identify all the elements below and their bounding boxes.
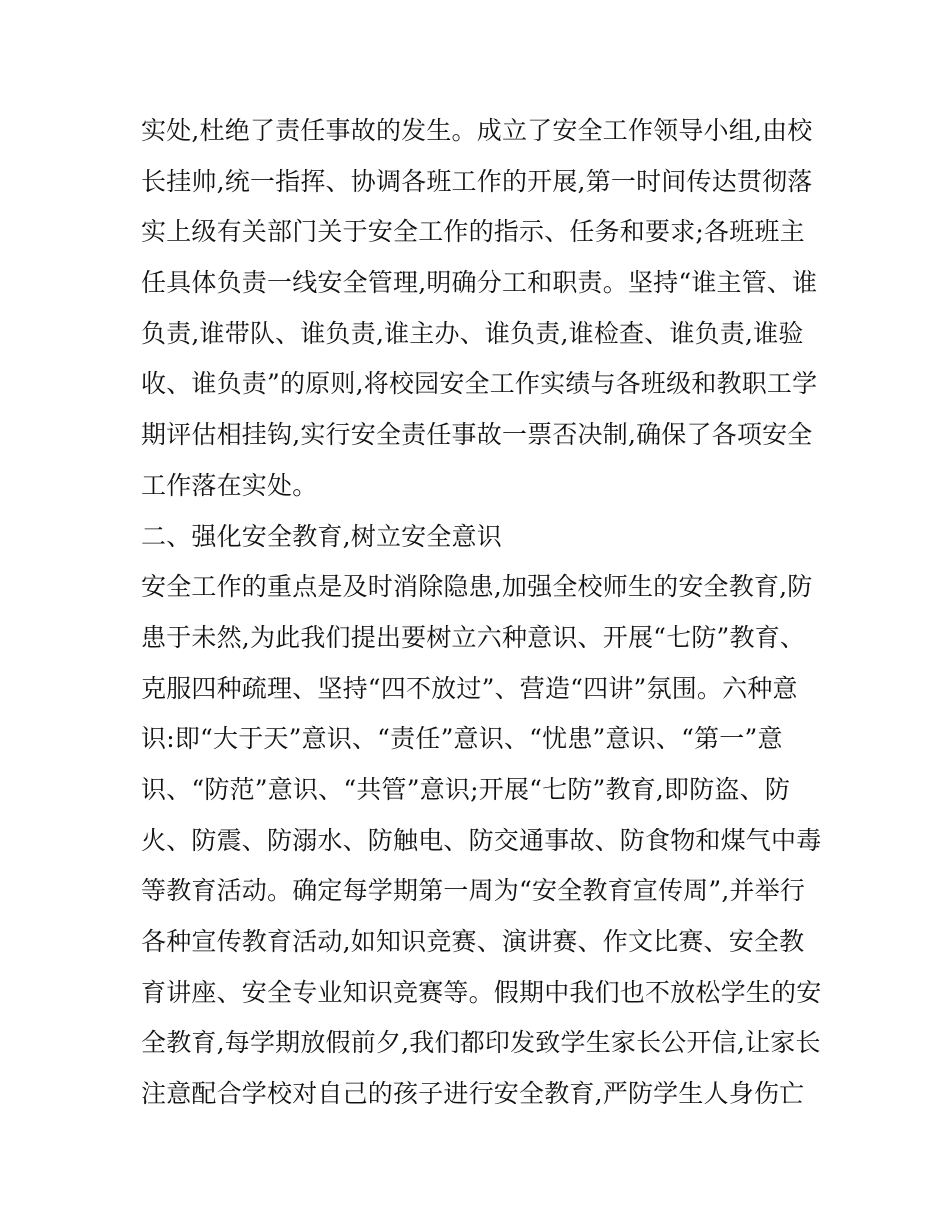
text-line-5: 负责,谁带队、谁负责,谁主办、谁负责,谁检查、谁负责,谁验 xyxy=(141,318,804,348)
text-line-20: 注意配合学校对自己的孩子进行安全教育,严防学生人身伤亡 xyxy=(141,1079,805,1109)
text-line-19: 全教育,每学期放假前夕,我们都印发致学生家长公开信,让家长 xyxy=(141,1028,821,1058)
section-heading: 二、强化安全教育,树立安全意识 xyxy=(141,521,502,551)
text-line-1: 实处,杜绝了责任事故的发生。成立了安全工作领导小组,由校 xyxy=(141,116,813,145)
text-line-17: 各种宣传教育活动,如知识竞赛、演讲赛、作文比赛、安全教 xyxy=(141,927,805,956)
text-line-11: 患于未然,为此我们提出要树立六种意识、开展“七防”教育、 xyxy=(141,622,806,652)
text-line-15: 火、防震、防溺水、防触电、防交通事故、防食物和煤气中毒 xyxy=(141,825,822,855)
text-line-6: 收、谁负责”的原则,将校园安全工作实绩与各班级和教职工学 xyxy=(141,369,818,399)
text-line-3: 实上级有关部门关于安全工作的指示、任务和要求;各班班主 xyxy=(141,217,805,247)
text-line-18: 育讲座、安全专业知识竞赛等。假期中我们也不放松学生的安 xyxy=(141,977,822,1007)
text-line-7: 期评估相挂钩,实行安全责任事故一票否决制,确保了各项安全 xyxy=(141,420,813,450)
text-line-10: 安全工作的重点是及时消除隐患,加强全校师生的安全教育,防 xyxy=(141,572,813,602)
text-line-8: 工作落在实处。 xyxy=(141,470,318,500)
text-line-14: 识、“防范”意识、“共管”意识;开展“七防”教育,即防盗、防 xyxy=(141,774,791,804)
text-line-4: 任具体负责一线安全管理,明确分工和职责。坚持“谁主管、谁 xyxy=(141,268,818,298)
body-text xyxy=(141,106,821,1120)
text-line-12: 克服四种疏理、坚持“四不放过”、营造“四讲”氛围。六种意 xyxy=(141,673,798,703)
text-line-2: 长挂帅,统一指挥、协调各班工作的开展,第一时间传达贯彻落 xyxy=(141,166,813,196)
text-line-16: 等教育活动。确定每学期第一周为“安全教育宣传周”,并举行 xyxy=(141,876,806,906)
text-line-13: 识:即“大于天”意识、“责任”意识、“忧患”意识、“第一”意 xyxy=(141,724,783,754)
